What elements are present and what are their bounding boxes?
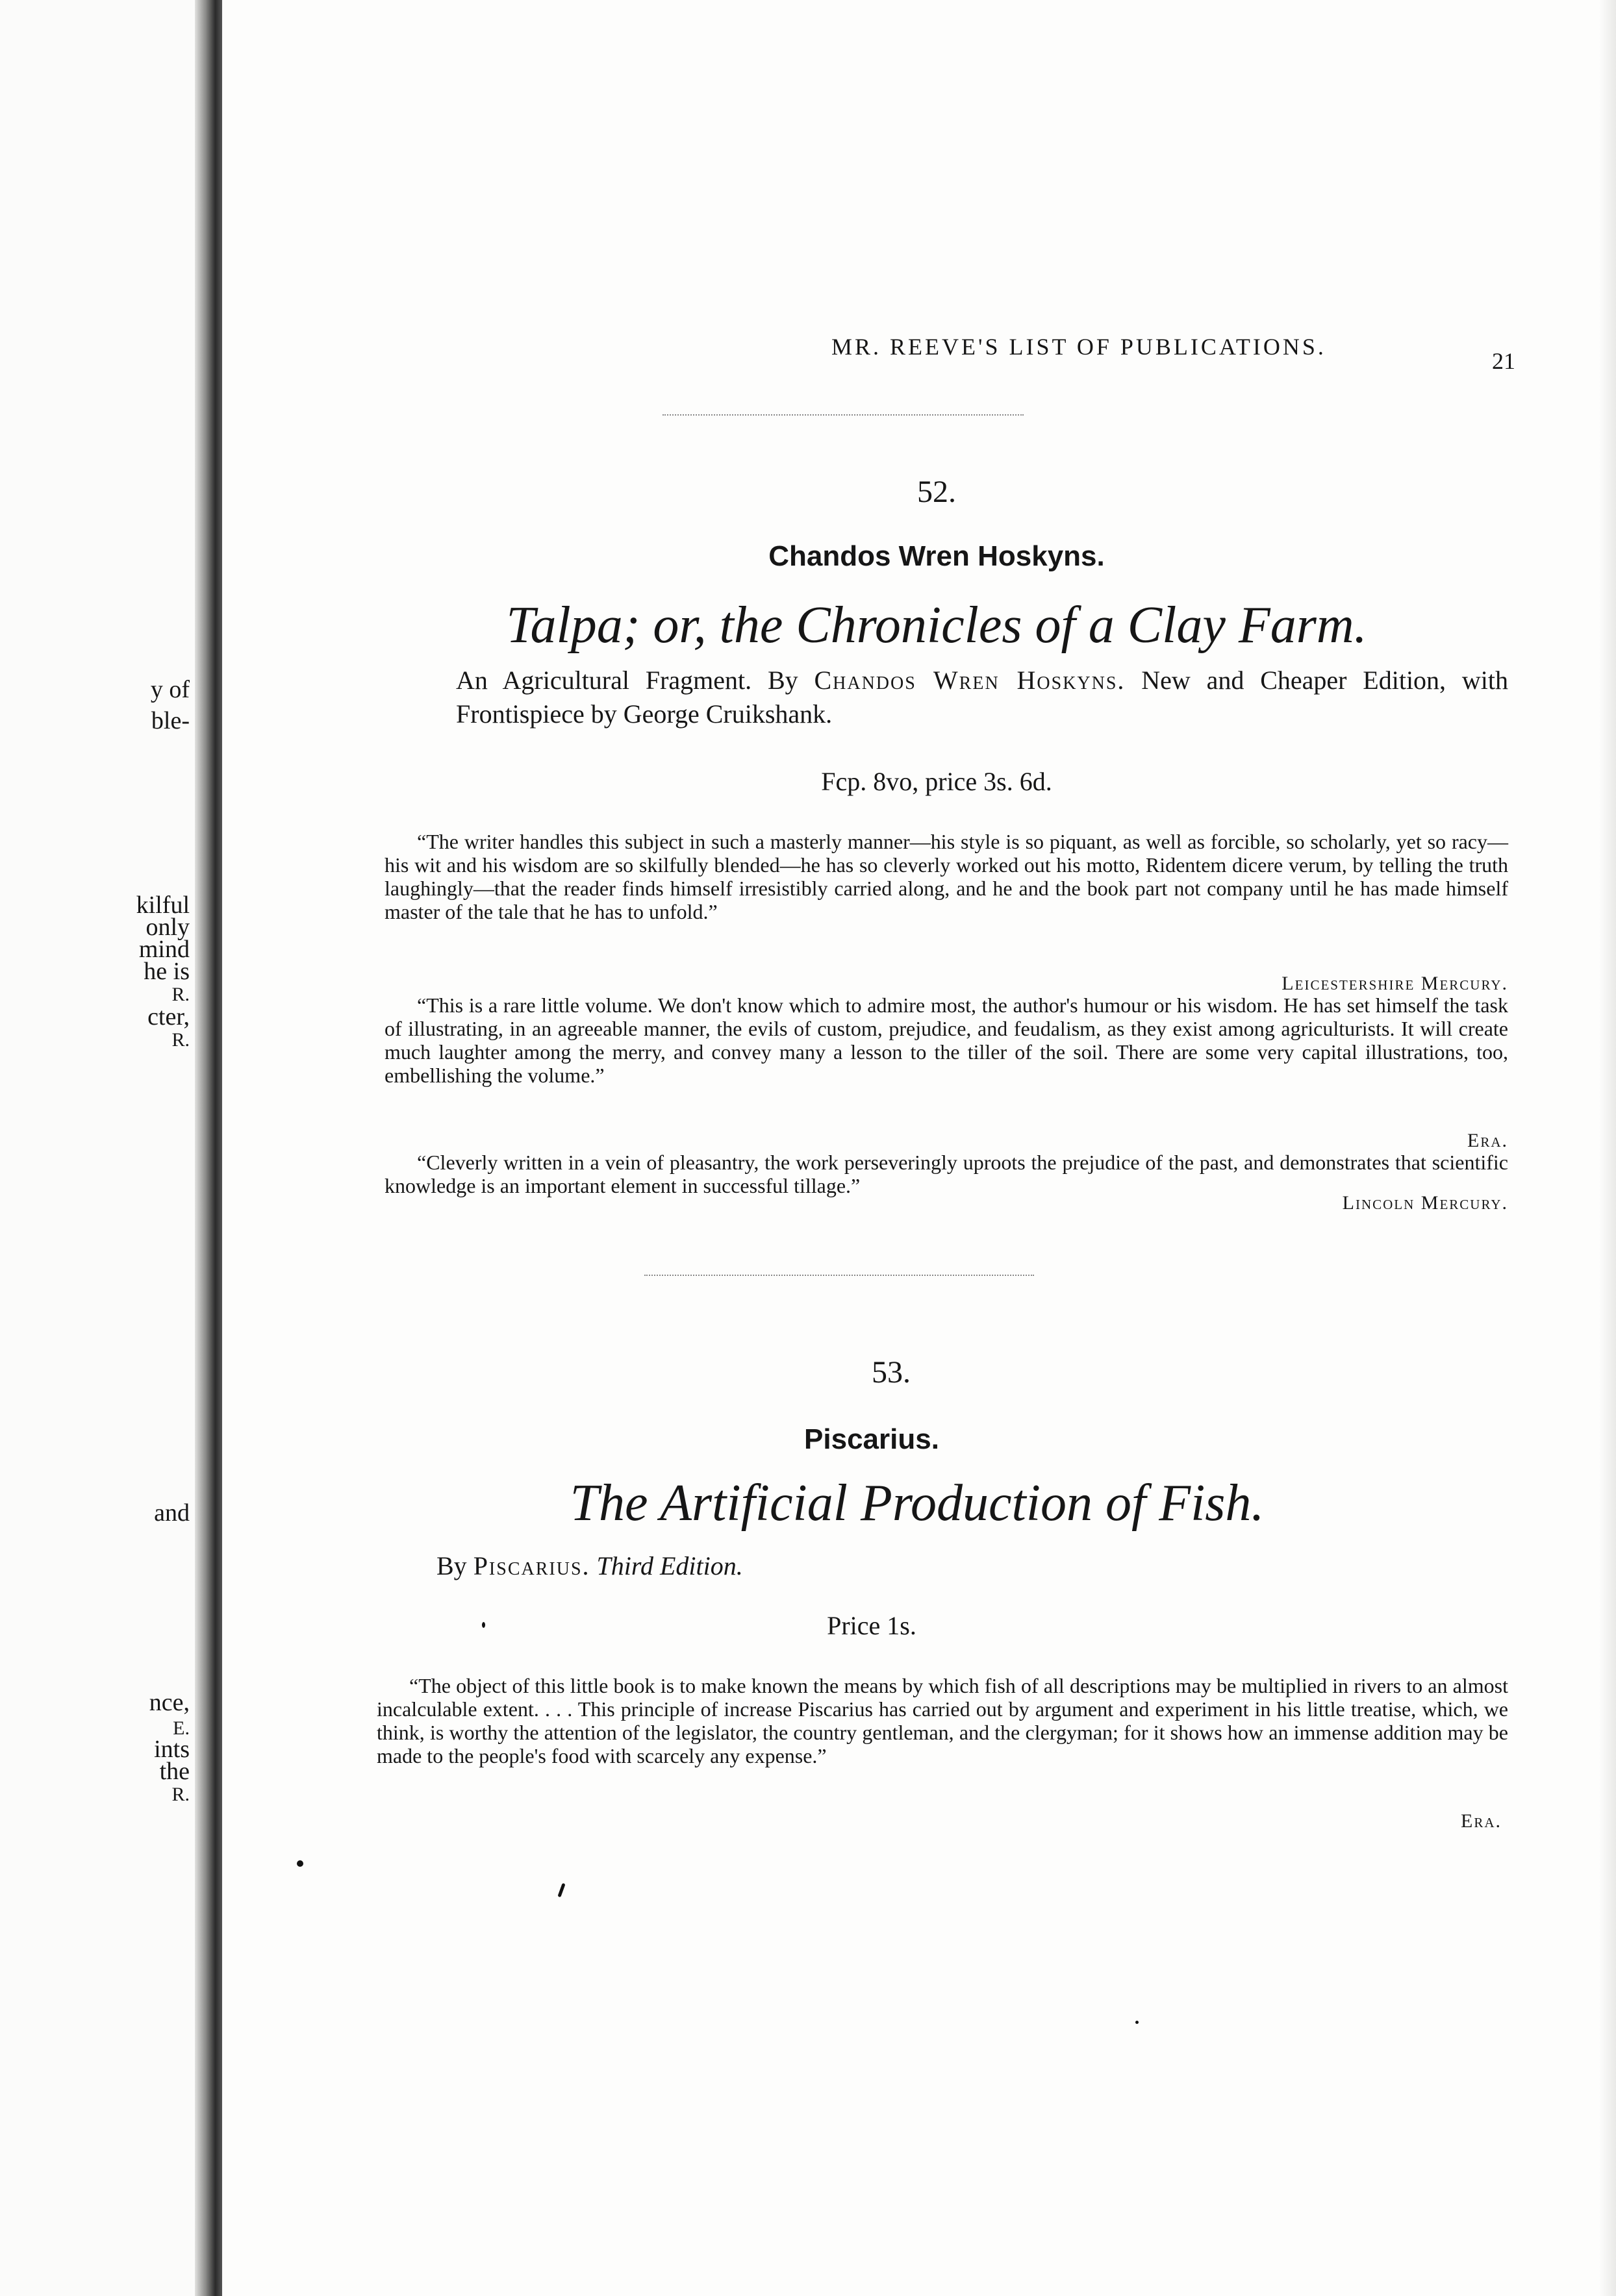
entry-author: Chandos Wren Hoskyns. <box>768 540 1105 572</box>
review-source: Lincoln Mercury. <box>1342 1192 1508 1214</box>
ornamental-rule <box>663 409 1024 416</box>
running-head: MR. REEVE'S LIST OF PUBLICATIONS. <box>831 334 1326 360</box>
review-quote: “This is a rare little volume. We don't know which to admire most, the author's humour or his wisdom. He has set himself the task of illustrating, in an agreeable manner, the evils of custom, prejudice, and feudalism, as they exist among agriculturists. It will create much laughter among the merry, and convey many a lesson to the tiller of the soil. There are some very capital illustrations, too, embellishing the volume.” <box>385 993 1508 1087</box>
entry-price: Price 1s. <box>827 1611 916 1640</box>
review-quote: “The object of this little book is to make known the means by which fish of all descriptions may be multiplied in rivers to an almost incalculable extent. . . . This principle of increase Piscarius has carried out by argument and experiment in his little treatise, which, we think, is worthy the attention of the legislator, the country gentleman, and the clergyman; for it shows how an immense addition may be made to the people's food with scarcely any expense.” <box>377 1674 1508 1767</box>
review-quote: “The writer handles this subject in such a masterly manner—his style is so piquant, as well as forcible, so scholarly, yet so racy—his wit and his wisdom are so skilfully blended—he has so cleverly worked out his motto, Ridentem dicere verum, by telling the truth laughingly—that the reader finds himself irresistibly carried along, and he and the book part not company until he has made himself master of the tale that he has to unfold.” <box>385 830 1508 923</box>
page-number: 21 <box>1492 348 1515 374</box>
description-text: An Agricultural Fragment. By <box>456 666 814 695</box>
entry-title: Talpa; or, the Chronicles of a Clay Farm. <box>506 597 1367 654</box>
prev-page-fragment: only <box>145 914 190 941</box>
description-author: Piscarius. <box>473 1551 590 1580</box>
prev-page-fragment: R. <box>171 1784 190 1805</box>
page-fold-shadow <box>1599 0 1616 2296</box>
review-source: Era. <box>1461 1810 1502 1832</box>
prev-page-fragment: mind <box>138 936 190 963</box>
prev-page-fragment: ints <box>154 1736 190 1763</box>
book-gutter <box>195 0 222 2296</box>
entry-author: Piscarius. <box>804 1423 939 1455</box>
description-text: New and Cheaper Edition, with Frontispiece by George Cruikshank. <box>456 666 1509 729</box>
review-source: Era. <box>1467 1130 1508 1151</box>
prev-page-fragment: nce, <box>149 1689 190 1716</box>
prev-page-fragment: ble- <box>151 707 190 734</box>
previous-page-edge <box>0 0 195 2296</box>
ornamental-rule <box>644 1269 1034 1276</box>
book-page <box>222 0 1616 2296</box>
entry-number: 52. <box>917 475 956 509</box>
prev-page-fragment: y of <box>150 676 190 703</box>
entry-description <box>456 664 1508 731</box>
ink-speck <box>557 1883 565 1897</box>
prev-page-fragment: kilful <box>136 892 190 919</box>
entry-title: The Artificial Production of Fish. <box>570 1475 1265 1532</box>
prev-page-fragment: the <box>159 1758 190 1785</box>
ink-speck <box>482 1622 485 1628</box>
prev-page-fragment: E. <box>173 1717 190 1739</box>
prev-page-fragment: and <box>154 1499 190 1527</box>
description-edition: Third Edition. <box>590 1551 743 1580</box>
prev-page-fragment: cter, <box>147 1003 190 1030</box>
description-text: By <box>436 1551 473 1580</box>
description-author: Chandos Wren Hoskyns. <box>814 666 1126 695</box>
prev-page-fragment: R. <box>171 1029 190 1051</box>
review-source: Leicestershire Mercury. <box>1281 973 1508 994</box>
ink-speck <box>1135 2021 1139 2024</box>
prev-page-fragment: he is <box>144 958 190 985</box>
ink-speck <box>297 1860 303 1867</box>
entry-description <box>436 1549 1346 1583</box>
prev-page-fragment: R. <box>171 984 190 1005</box>
entry-price: Fcp. 8vo, price 3s. 6d. <box>821 767 1052 796</box>
review-quote: “Cleverly written in a vein of pleasantry, the work perseveringly uproots the prejudice of the past, and demonstrates that scientific knowledge is an important element in successful tillage.” <box>385 1151 1508 1197</box>
entry-number: 53. <box>872 1355 911 1390</box>
